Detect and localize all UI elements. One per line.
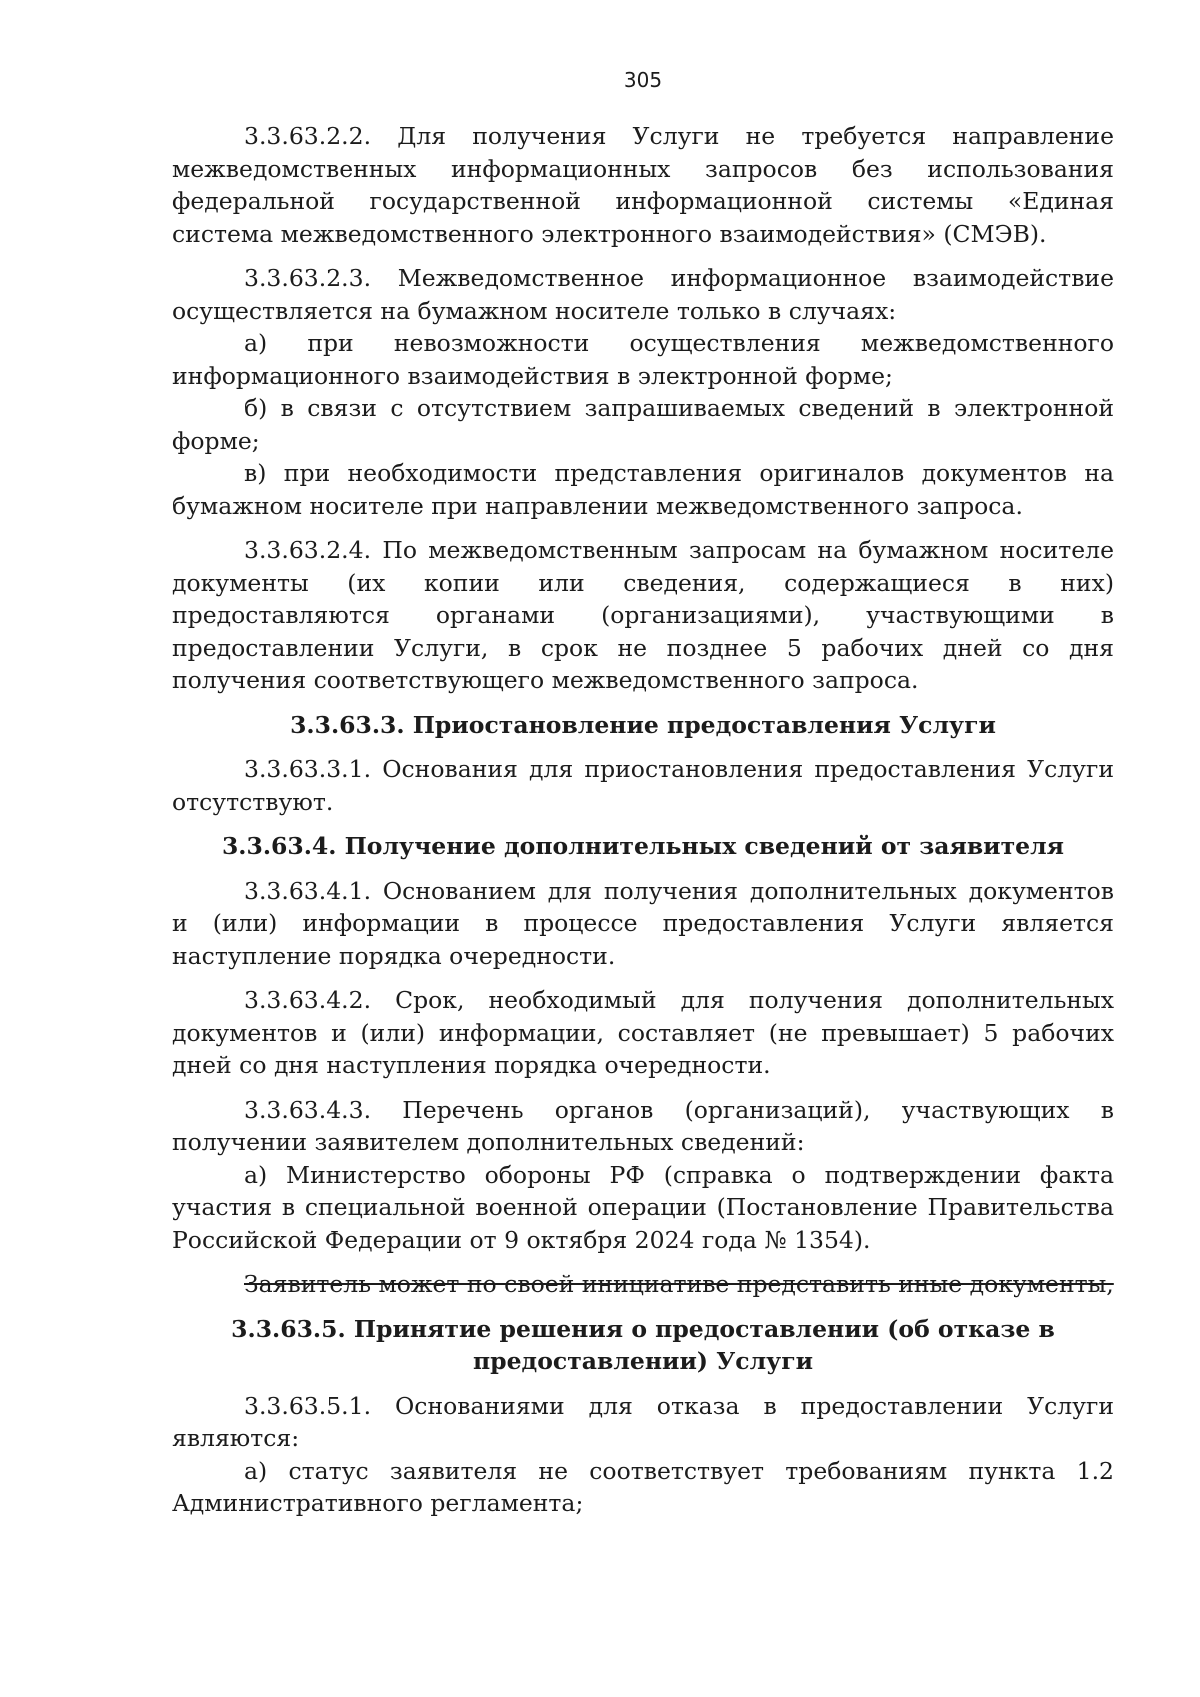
- paragraph-3-3-63-2-2: 3.3.63.2.2. Для получения Услуги не требуется направление межведомственных информационных запросов без использования федеральной государственной информационной системы «Единая система межведомственного электронного взаимодействия» (СМЭВ).: [172, 122, 1114, 248]
- paragraph-3-3-63-5-1: 3.3.63.5.1. Основаниями для отказа в предоставлении Услуги являются:: [172, 1391, 1114, 1452]
- section-heading-3-3-63-5: 3.3.63.5. Принятие решения о предоставлении (об отказе в предоставлении) Услуги: [231, 1314, 1055, 1375]
- paragraph-3-3-63-4-3: 3.3.63.4.3. Перечень органов (организаций), участвующих в получении заявителем дополнительных сведений:: [172, 1095, 1114, 1156]
- list-item-a-ministry: а) Министерство обороны РФ (справка о подтверждении факта участия в специальной военной операции (Постановление Правительства Российской Федерации от 9 октября 2024 года № 1354).: [172, 1160, 1114, 1254]
- section-heading-3-3-63-4: 3.3.63.4. Получение дополнительных сведений от заявителя: [221, 832, 1065, 860]
- list-item-a: а) при невозможности осуществления межведомственного информационного взаимодействия в электронной форме;: [172, 329, 1114, 390]
- paragraph-3-3-63-3-1: 3.3.63.3.1. Основания для приостановления предоставления Услуги отсутствуют.: [172, 755, 1114, 816]
- paragraph-3-3-63-4-2: 3.3.63.4.2. Срок, необходимый для получения дополнительных документов и (или) информации, составляет (не превышает) 5 рабочих дней со дня наступления порядка очередности.: [172, 986, 1114, 1079]
- page-number: 305: [623, 68, 663, 92]
- section-heading-3-3-63-3: 3.3.63.3. Приостановление предоставления Услуги: [290, 710, 996, 739]
- paragraph-3-3-63-2-4: 3.3.63.2.4. По межведомственным запросам на бумажном носителе документы (их копии или сведения, содержащиеся в них) предоставляются органами (организациями), участвующими в предоставлении Услуги, в срок не позднее 5 рабочих дней со дня получения соответствующего межведомственного запроса.: [172, 536, 1114, 694]
- struck-out-paragraph: Заявитель может по своей инициативе представить иные документы,: [244, 1270, 1114, 1298]
- paragraph-3-3-63-4-1: 3.3.63.4.1. Основанием для получения дополнительных документов и (или) информации в процессе предоставления Услуги является наступление порядка очередности.: [172, 876, 1114, 970]
- paragraph-3-3-63-2-3: 3.3.63.2.3. Межведомственное информационное взаимодействие осуществляется на бумажном носителе только в случаях:: [172, 264, 1114, 325]
- list-item-a-status: а) статус заявителя не соответствует требованиям пункта 1.2 Административного регламента;: [172, 1456, 1114, 1517]
- list-item-v: в) при необходимости представления оригиналов документов на бумажном носителе при направлении межведомственного запроса.: [172, 459, 1114, 520]
- list-item-b: б) в связи с отсутствием запрашиваемых сведений в электронной форме;: [172, 394, 1114, 455]
